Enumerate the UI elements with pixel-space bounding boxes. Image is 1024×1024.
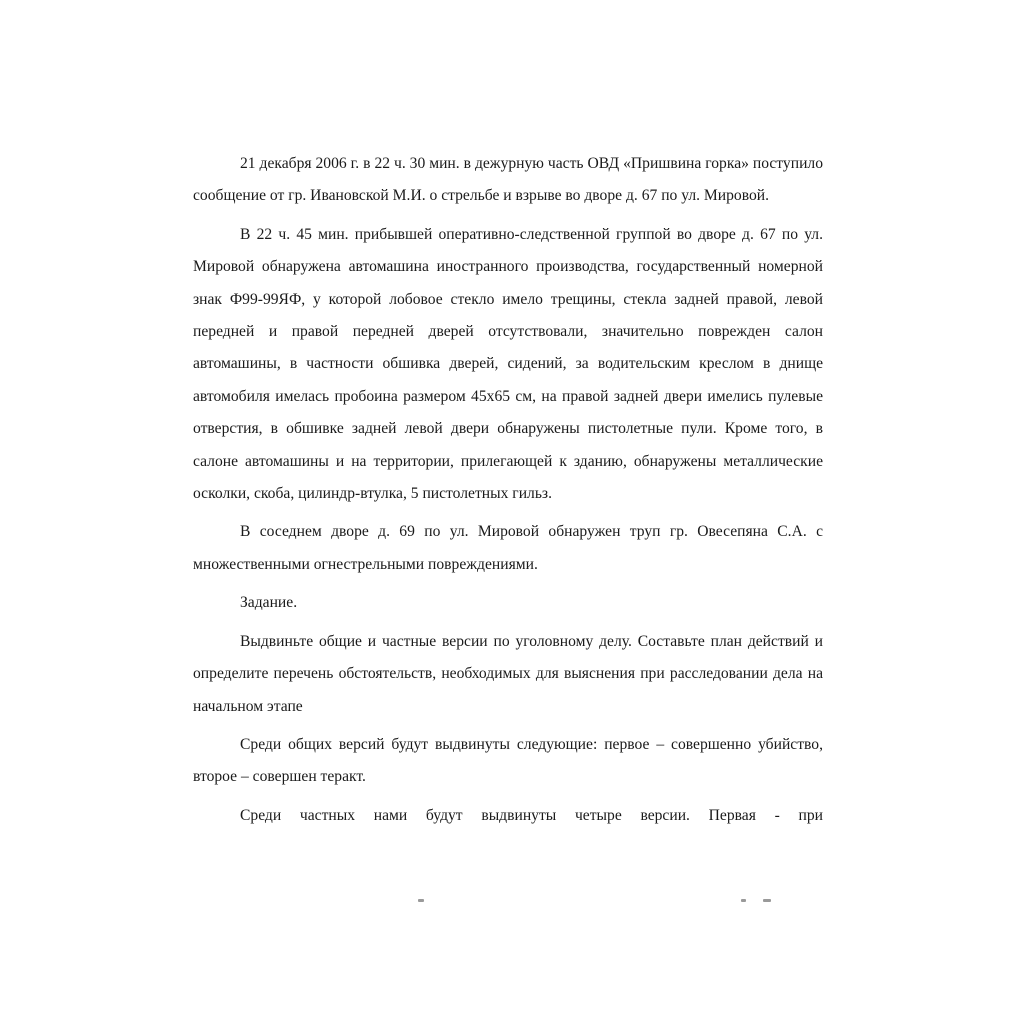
paragraph-particular-versions: Среди частных нами будут выдвинуты четыре версии. Первая - при [240, 806, 823, 824]
paragraph-task-text: Выдвиньте общие и частные версии по уголовному делу. Составьте план действий и определите перечень обстоятельств, необходимых для выяснения при расследовании дела на начальном этапе [193, 632, 823, 715]
document-body [193, 148, 823, 832]
paragraph-general-versions: Среди общих версий будут выдвинуты следующие: первое – совершенно убийство, второе – совершен теракт. [193, 735, 823, 786]
cropped-glyph-fragment [763, 899, 771, 902]
cropped-glyph-fragment [418, 899, 424, 902]
paragraph-task-heading: Задание. [240, 594, 298, 612]
page-crop-mask [0, 893, 1024, 1024]
paragraph-scene-description: В 22 ч. 45 мин. прибывшей оперативно-следственной группой во дворе д. 67 по ул. Мировой обнаружена автомашина иностранного производства, государственный номерной знак Ф99-99ЯФ, у которой лобовое стекло имело трещины, стекла задней правой, левой передней и правой передней дверей отсутствовали, значительно поврежден салон автомашины, в частности обшивка дверей, сидений, за водительским креслом в днище автомобиля имелась пробоина размером 45х65 см, на правой задней двери имелись пулевые отверстия, в обшивке задней левой двери обнаружены пистолетные пули. Кроме того, в салоне автомашины и на территории, прилегающей к зданию, обнаружены металлические осколки, скоба, цилиндр-втулка, 5 пистолетных гильз. [193, 225, 823, 503]
cropped-line-fragments [193, 893, 823, 907]
paragraph-body-found: В соседнем дворе д. 69 по ул. Мировой обнаружен труп гр. Овесепяна С.А. с множественными огнестрельными повреждениями. [193, 523, 823, 573]
cropped-glyph-fragment [741, 899, 746, 902]
paragraph-incident-report: 21 декабря 2006 г. в 22 ч. 30 мин. в дежурную часть ОВД «Пришвина горка» поступило сообщение от гр. Ивановской М.И. о стрельбе и взрыве во дворе д. 67 по ул. Мировой. [193, 155, 823, 205]
